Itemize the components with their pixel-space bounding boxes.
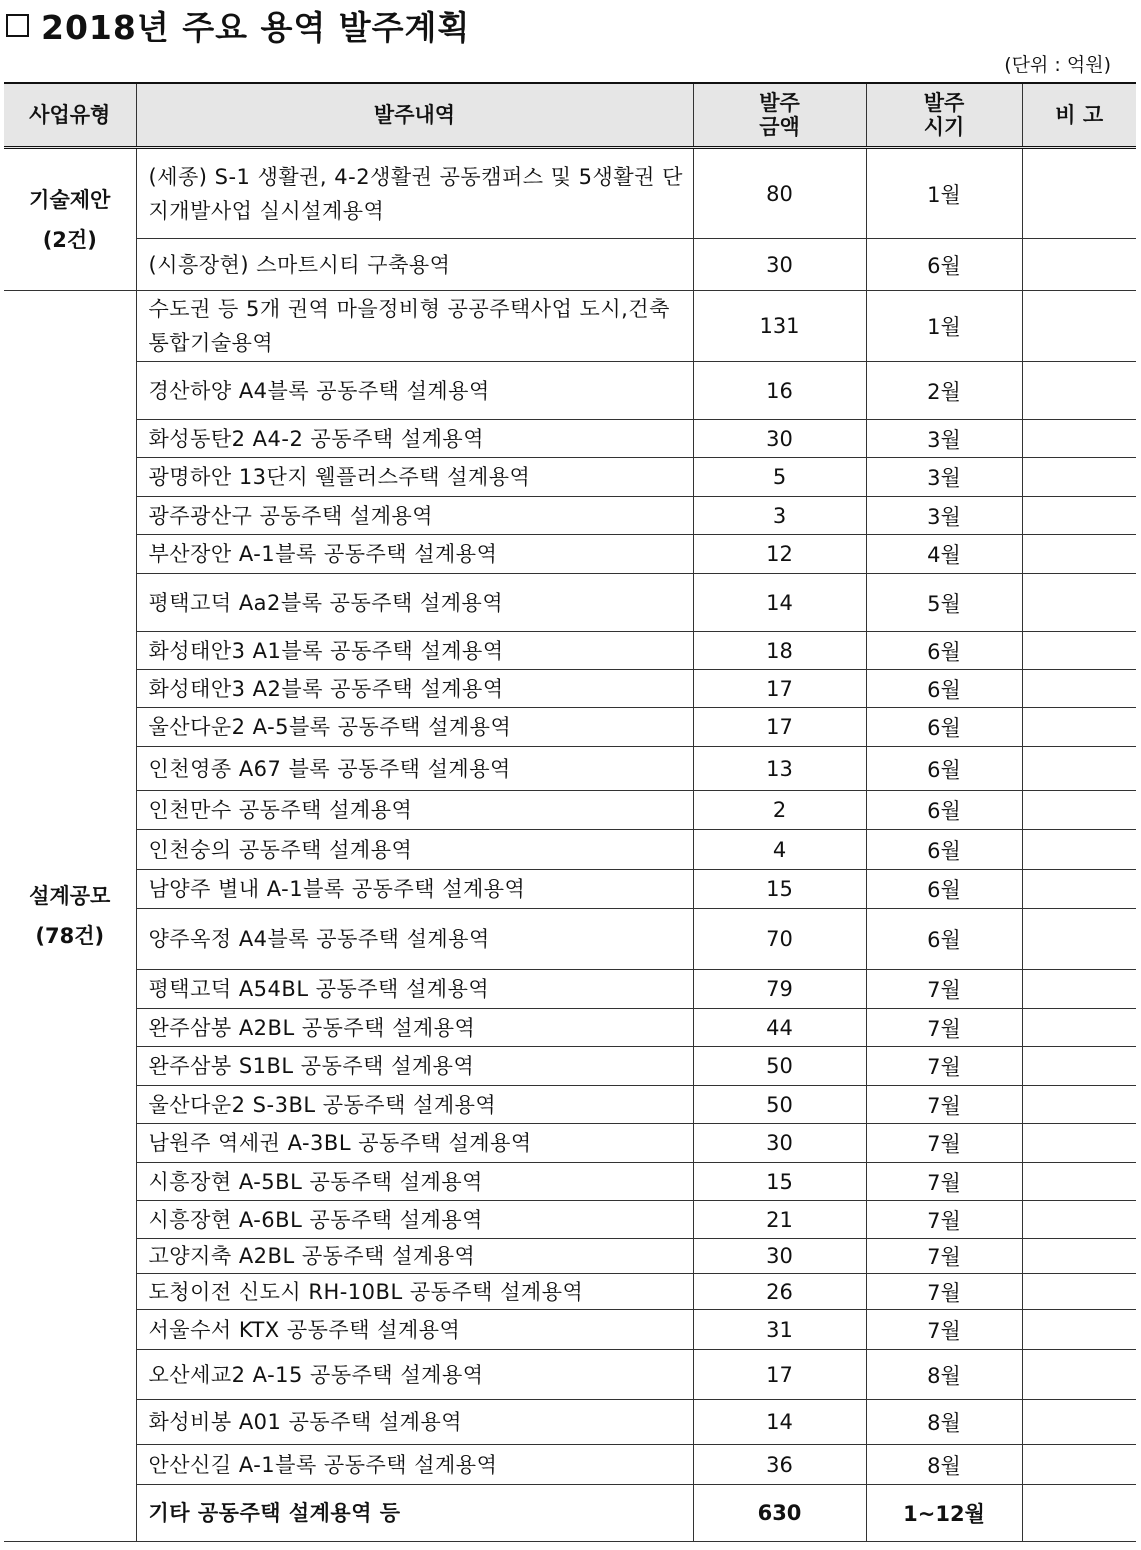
detail-cell: 기타 공동주택 설계용역 등 [136, 1485, 693, 1542]
table-row [4, 535, 1136, 574]
note-cell [1022, 909, 1136, 970]
detail-cell: 인천영종 A67 블록 공동주택 설계용역 [136, 747, 693, 791]
note-cell [1022, 1274, 1136, 1310]
note-cell [1022, 1124, 1136, 1163]
category-name: 설계공모 [29, 884, 111, 908]
header-note: 비 고 [1022, 83, 1136, 148]
header-row [4, 83, 1136, 148]
amount-cell: 80 [693, 148, 866, 239]
note-cell [1022, 148, 1136, 239]
table-row [4, 1201, 1136, 1239]
table-row [4, 497, 1136, 535]
period-cell: 6월 [866, 830, 1022, 870]
note-cell [1022, 1400, 1136, 1445]
table-row [4, 791, 1136, 830]
detail-cell: 인천숭의 공동주택 설계용역 [136, 830, 693, 870]
table-row [4, 747, 1136, 791]
detail-cell: 양주옥정 A4블록 공동주택 설계용역 [136, 909, 693, 970]
table-row [4, 1086, 1136, 1124]
category-cell [4, 148, 136, 291]
detail-cell: 울산다운2 S-3BL 공동주택 설계용역 [136, 1086, 693, 1124]
title-text: 2018년 주요 용역 발주계획 [41, 7, 471, 47]
note-cell [1022, 239, 1136, 291]
detail-cell: 광주광산구 공동주택 설계용역 [136, 497, 693, 535]
amount-cell: 4 [693, 830, 866, 870]
table-row [4, 1009, 1136, 1047]
table-row [4, 1400, 1136, 1445]
amount-cell: 12 [693, 535, 866, 574]
amount-cell: 14 [693, 574, 866, 632]
note-cell [1022, 1239, 1136, 1274]
detail-cell: 수도권 등 5개 권역 마을정비형 공공주택사업 도시,건축 통합기술용역 [136, 291, 693, 362]
period-cell: 7월 [866, 1009, 1022, 1047]
note-cell [1022, 1009, 1136, 1047]
detail-cell: 완주삼봉 A2BL 공동주택 설계용역 [136, 1009, 693, 1047]
table-row [4, 1310, 1136, 1350]
period-cell: 8월 [866, 1400, 1022, 1445]
page-title [6, 0, 470, 50]
period-cell: 6월 [866, 670, 1022, 708]
detail-cell: 화성비봉 A01 공동주택 설계용역 [136, 1400, 693, 1445]
table-row [4, 239, 1136, 291]
table-row [4, 970, 1136, 1009]
note-cell [1022, 1445, 1136, 1485]
period-cell: 2월 [866, 362, 1022, 420]
amount-cell: 15 [693, 1163, 866, 1201]
table-row [4, 1274, 1136, 1310]
header-detail: 발주내역 [136, 83, 693, 148]
category-count: (2건) [42, 227, 97, 252]
detail-cell: 평택고덕 Aa2블록 공동주택 설계용역 [136, 574, 693, 632]
detail-cell: 남양주 별내 A-1블록 공동주택 설계용역 [136, 870, 693, 909]
note-cell [1022, 1047, 1136, 1086]
table-row [4, 1124, 1136, 1163]
amount-cell: 16 [693, 362, 866, 420]
table-row [4, 830, 1136, 870]
note-cell [1022, 291, 1136, 362]
amount-cell: 70 [693, 909, 866, 970]
detail-cell: 울산다운2 A-5블록 공동주택 설계용역 [136, 708, 693, 747]
procurement-table [4, 82, 1136, 1542]
period-cell: 6월 [866, 791, 1022, 830]
table-row [4, 148, 1136, 239]
amount-cell: 14 [693, 1400, 866, 1445]
detail-cell: (시흥장현) 스마트시티 구축용역 [136, 239, 693, 291]
note-cell [1022, 708, 1136, 747]
period-cell: 8월 [866, 1445, 1022, 1485]
table-row [4, 362, 1136, 420]
period-cell: 7월 [866, 1201, 1022, 1239]
period-cell: 6월 [866, 870, 1022, 909]
table-row [4, 420, 1136, 458]
note-cell [1022, 1350, 1136, 1400]
period-cell: 3월 [866, 420, 1022, 458]
detail-cell: 경산하양 A4블록 공동주택 설계용역 [136, 362, 693, 420]
period-cell: 3월 [866, 497, 1022, 535]
detail-cell: 안산신길 A-1블록 공동주택 설계용역 [136, 1445, 693, 1485]
table-row [4, 1445, 1136, 1485]
period-cell: 1월 [866, 291, 1022, 362]
amount-cell: 50 [693, 1086, 866, 1124]
amount-cell: 79 [693, 970, 866, 1009]
table-row [4, 670, 1136, 708]
category-name: 기술제안 [29, 187, 111, 212]
detail-cell: 도청이전 신도시 RH-10BL 공동주택 설계용역 [136, 1274, 693, 1310]
amount-cell: 30 [693, 1124, 866, 1163]
note-cell [1022, 1086, 1136, 1124]
table-row [4, 632, 1136, 670]
table-row [4, 1350, 1136, 1400]
period-cell: 6월 [866, 239, 1022, 291]
table-row [4, 574, 1136, 632]
amount-cell: 30 [693, 1239, 866, 1274]
header-type: 사업유형 [4, 83, 136, 148]
amount-cell: 36 [693, 1445, 866, 1485]
period-cell: 7월 [866, 1274, 1022, 1310]
detail-cell: 부산장안 A-1블록 공동주택 설계용역 [136, 535, 693, 574]
period-cell: 6월 [866, 909, 1022, 970]
table-row [4, 1239, 1136, 1274]
checkbox-square-icon [6, 14, 29, 37]
detail-cell: 시흥장현 A-6BL 공동주택 설계용역 [136, 1201, 693, 1239]
period-cell: 8월 [866, 1350, 1022, 1400]
period-cell: 7월 [866, 1124, 1022, 1163]
category-cell [4, 291, 136, 1542]
table-row [4, 458, 1136, 497]
amount-cell: 15 [693, 870, 866, 909]
period-cell: 4월 [866, 535, 1022, 574]
note-cell [1022, 632, 1136, 670]
note-cell [1022, 670, 1136, 708]
note-cell [1022, 870, 1136, 909]
note-cell [1022, 1485, 1136, 1542]
note-cell [1022, 362, 1136, 420]
period-cell: 1~12월 [866, 1485, 1022, 1542]
period-cell: 7월 [866, 1086, 1022, 1124]
detail-cell: 서울수서 KTX 공동주택 설계용역 [136, 1310, 693, 1350]
note-cell [1022, 970, 1136, 1009]
amount-cell: 17 [693, 670, 866, 708]
detail-cell: (세종) S-1 생활권, 4-2생활권 공동캠퍼스 및 5생활권 단지개발사업 실시설계용역 [136, 148, 693, 239]
amount-cell: 21 [693, 1201, 866, 1239]
period-cell: 7월 [866, 970, 1022, 1009]
table-row [4, 1047, 1136, 1086]
period-cell: 1월 [866, 148, 1022, 239]
table-row [4, 291, 1136, 362]
amount-cell: 30 [693, 239, 866, 291]
header-period: 발주 시기 [866, 83, 1022, 148]
period-cell: 6월 [866, 747, 1022, 791]
category-count: (78건) [35, 924, 105, 948]
detail-cell: 광명하안 13단지 웰플러스주택 설계용역 [136, 458, 693, 497]
table-row [4, 1163, 1136, 1201]
table-row [4, 708, 1136, 747]
detail-cell: 화성태안3 A1블록 공동주택 설계용역 [136, 632, 693, 670]
detail-cell: 화성태안3 A2블록 공동주택 설계용역 [136, 670, 693, 708]
period-cell: 7월 [866, 1310, 1022, 1350]
note-cell [1022, 420, 1136, 458]
detail-cell: 인천만수 공동주택 설계용역 [136, 791, 693, 830]
amount-cell: 50 [693, 1047, 866, 1086]
amount-cell: 13 [693, 747, 866, 791]
unit-note: (단위 : 억원) [1004, 54, 1111, 76]
period-cell: 3월 [866, 458, 1022, 497]
period-cell: 5월 [866, 574, 1022, 632]
table-row [4, 909, 1136, 970]
amount-cell: 630 [693, 1485, 866, 1542]
note-cell [1022, 574, 1136, 632]
note-cell [1022, 535, 1136, 574]
note-cell [1022, 830, 1136, 870]
note-cell [1022, 791, 1136, 830]
amount-cell: 18 [693, 632, 866, 670]
detail-cell: 오산세교2 A-15 공동주택 설계용역 [136, 1350, 693, 1400]
amount-cell: 2 [693, 791, 866, 830]
detail-cell: 화성동탄2 A4-2 공동주택 설계용역 [136, 420, 693, 458]
amount-cell: 131 [693, 291, 866, 362]
amount-cell: 17 [693, 1350, 866, 1400]
amount-cell: 17 [693, 708, 866, 747]
table-row [4, 870, 1136, 909]
total-row [4, 1485, 1136, 1542]
detail-cell: 평택고덕 A54BL 공동주택 설계용역 [136, 970, 693, 1009]
note-cell [1022, 1163, 1136, 1201]
period-cell: 7월 [866, 1163, 1022, 1201]
amount-cell: 44 [693, 1009, 866, 1047]
amount-cell: 30 [693, 420, 866, 458]
detail-cell: 남원주 역세권 A-3BL 공동주택 설계용역 [136, 1124, 693, 1163]
note-cell [1022, 458, 1136, 497]
note-cell [1022, 1310, 1136, 1350]
detail-cell: 완주삼봉 S1BL 공동주택 설계용역 [136, 1047, 693, 1086]
note-cell [1022, 747, 1136, 791]
amount-cell: 5 [693, 458, 866, 497]
note-cell [1022, 497, 1136, 535]
detail-cell: 시흥장현 A-5BL 공동주택 설계용역 [136, 1163, 693, 1201]
amount-cell: 26 [693, 1274, 866, 1310]
period-cell: 7월 [866, 1047, 1022, 1086]
period-cell: 7월 [866, 1239, 1022, 1274]
note-cell [1022, 1201, 1136, 1239]
amount-cell: 31 [693, 1310, 866, 1350]
period-cell: 6월 [866, 708, 1022, 747]
amount-cell: 3 [693, 497, 866, 535]
detail-cell: 고양지축 A2BL 공동주택 설계용역 [136, 1239, 693, 1274]
period-cell: 6월 [866, 632, 1022, 670]
header-amount: 발주 금액 [693, 83, 866, 148]
